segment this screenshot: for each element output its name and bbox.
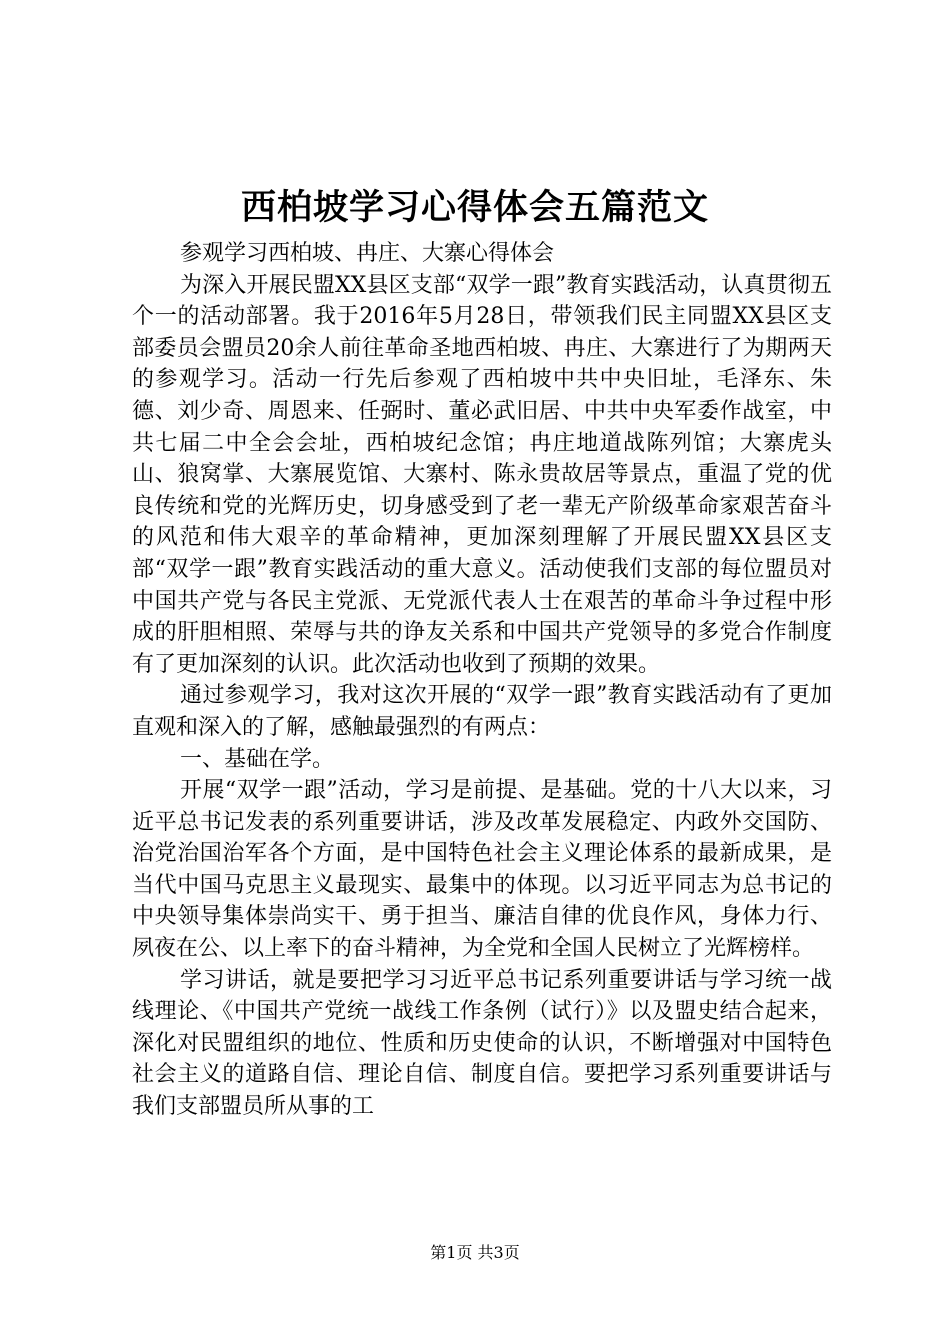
body-paragraph-study-foundation: 开展“双学一跟”活动，学习是前提、是基础。党的十八大以来，习近平总书记发表的系列重要讲话，涉及改革发展稳定、内政外交国防、治党治国治军各个方面，是中国特色社会主义理论体系的最新成果，是当代中国马克思主义最现实、最集中的体现。以习近平同志为总书记的中央领导集体崇尚实干、勇于担当、廉洁自律的优良作风，身体力行、夙夜在公、以上率下的奋斗精神，为全党和全国人民树立了光辉榜样。 [132,778,832,962]
body-paragraph-impressions: 通过参观学习，我对这次开展的“双学一跟”教育实践活动有了更加直观和深入的了解，感触最强烈的有两点： [132,683,832,740]
subtitle-paragraph: 参观学习西柏坡、冉庄、大寨心得体会 [180,241,555,266]
body-paragraph-intro: 为深入开展民盟XX县区支部“双学一跟”教育实践活动，认真贯彻五个一的活动部署。我于2016年5月28日，带领我们民主同盟XX县区支部委员会盟员20余人前往革命圣地西柏坡、冉庄、大寨进行了为期两天的参观学习。活动一行先后参观了西柏坡中共中央旧址，毛泽东、朱德、刘少奇、周恩来、任弼时、董必武旧居、中共中央军委作战室，中共七届二中全会会址，西柏坡纪念馆；冉庄地道战陈列馆；大寨虎头山、狼窝掌、大寨展览馆、大寨村、陈永贵故居等景点，重温了党的优良传统和党的光辉历史，切身感受到了老一辈无产阶级革命家艰苦奋斗的风范和伟大艰辛的革命精神，更加深刻理解了开展民盟XX县区支部“双学一跟”教育实践活动的重大意义。活动使我们支部的每位盟员对中国共产党与各民主党派、无党派代表人士在艰苦的革命斗争过程中形成的肝胆相照、荣辱与共的诤友关系和中国共产党领导的多党合作制度有了更加深刻的认识。此次活动也收到了预期的效果。 [132,272,832,677]
section-heading: 一、基础在学。 [180,746,335,772]
body-paragraph-study-speeches: 学习讲话，就是要把学习习近平总书记系列重要讲话与学习统一战线理论、《中国共产党统一战线工作条例（试行）》以及盟史结合起来，深化对民盟组织的地位、性质和历史使命的认识，不断增强对中国特色社会主义的道路自信、理论自信、制度自信。要把学习系列重要讲话与我们支部盟员所从事的工 [132,967,832,1120]
page-number-footer: 第1页 共3页 [430,1243,520,1262]
document-body [132,238,832,1123]
document-title: 西柏坡学习心得体会五篇范文 [240,187,709,228]
